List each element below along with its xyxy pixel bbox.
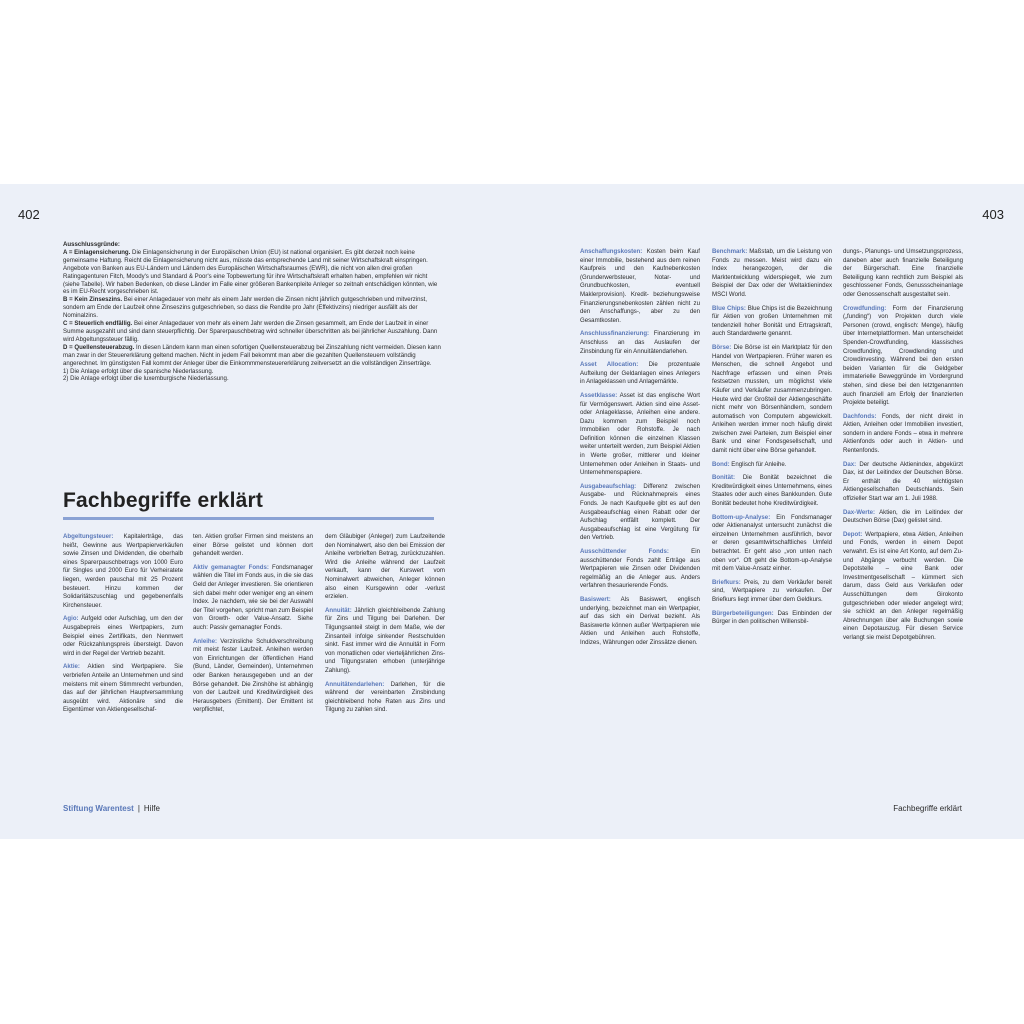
glossary-term: Dax-Werte: — [843, 508, 876, 516]
glossary-term: Basiswert: — [580, 595, 611, 603]
glossary-definition: Die prozentuale Aufteilung der Geldanlagen eines Anlegers in Anlageklassen und Anlagemärkte. — [580, 361, 700, 386]
glossary-column-4 — [580, 248, 700, 653]
page-number-left: 402 — [18, 207, 40, 222]
footer-brand: Stiftung Warentest — [63, 804, 134, 813]
glossary-term: Abgeltungsteuer: — [63, 533, 114, 540]
glossary-entry — [580, 361, 700, 387]
glossary-definition: dem Gläubiger (Anleger) zum Laufzeitende den Nominalwert, also den bei Emission der Anleihe verbrieften Betrag, zurückzuzahlen. Wird die Anleihe während der Laufzeit verkauft, kann der Kurswert vom Nominalwert abweichen, Anleger können also einen Kursgewinn oder -verlust erzielen. — [325, 533, 445, 601]
glossary-entry — [843, 413, 963, 456]
glossary-entry — [712, 248, 832, 300]
glossary-definition: Englisch für Anleihe. — [729, 460, 787, 468]
section-heading: Fachbegriffe erklärt — [63, 489, 264, 512]
glossary-column-3 — [325, 533, 445, 720]
note-line: C = Steuerlich endfällig. Bei einer Anlagedauer von mehr als einem Jahr werden die Zinsen gesammelt, am Ende der Laufzeit in einer Summe ausgezahlt und sind dann steuerpflichtig. Der Sparerpauschbetrag wird schneller überschritten als bei jährlicher Auszahlung. Dann wird Abgeltungssteuer fällig. — [63, 320, 438, 343]
glossary-definition: Verzinsliche Schuldverschreibung mit meist fester Laufzeit. Anleihen werden von Einrichtungen der öffentlichen Hand (Bund, Länder, Gemeinden), Unternehmen oder Banken herausgegeben und an der Börse gehandelt. Die Zinshöhe ist abhängig von der Laufzeit und Kreditwürdigkeit des Herausgebers (Emittent). Der Emittent ist verpflichtet, — [193, 637, 313, 714]
glossary-term: Bottom-up-Analyse: — [712, 513, 771, 521]
glossary-entry — [580, 330, 700, 356]
glossary-definition: Fonds, der nicht direkt in Aktien, Anleihen oder Immobilien investiert, sondern in andere Fonds – etwa in mehrere Aktienfonds oder auch in Aktien- und Rentenfonds. — [843, 412, 963, 455]
glossary-column-2 — [193, 533, 313, 720]
glossary-entry — [580, 548, 700, 591]
glossary-entry — [193, 638, 313, 715]
glossary-definition: Differenz zwischen Ausgabe- und Rücknahmepreis eines Fonds. Je nach Kaufquelle gibt es auf den Ausgabeaufschlag einen Rabatt oder der Aufschlag entfällt komplett. Der Ausgabeaufschlag ist eine Vergütung für den Vertrieb. — [580, 482, 700, 542]
glossary-definition: Kapitalerträge, das heißt, Gewinne aus Wertpapierverkäufen sowie Zinsen und Dividenden, die oberhalb eines Sparerpauschbetrags von 1000 Euro für Singles und 2000 Euro für Verheiratete liegen, werden pauschal mit 25 Prozent besteuert. Hinzu kommen der Solidaritätszuschlag und gegebenenfalls Kirchensteuer. — [63, 533, 183, 609]
glossary-term: Annuität: — [325, 606, 352, 614]
glossary-term: Agio: — [63, 615, 79, 623]
footer-right: Fachbegriffe erklärt — [893, 804, 962, 813]
glossary-entry — [712, 344, 832, 456]
note-line: A = Einlagensicherung. Die Einlagensicherung in der Europäischen Union (EU) ist national organisiert. Es gibt derzeit noch keine gemeinsame Haftung. Reicht die Einlagensicherung nicht aus, müsste das entsprechende Land mit seiner Wirtschaftskraft einspringen. Angebote von Banken aus EU-Ländern und Ländern des Europäischen Wirtschaftsraumes (EWR), die nicht von allen drei großen Ratingagenturen Fitch, Moody's und Standard & Poor's eine Topbewertung für ihre Wirtschaftskraft erhalten haben, empfehlen wir nicht (siehe Tabelle). Wir haben Bedenken, ob diese Länder im Falle einer größeren Bankenpleite Anleger so zeitnah entschädigen könnten, wie es im EU-Recht vorgeschrieben ist. — [63, 248, 438, 296]
glossary-definition: Preis, zu dem Verkäufer bereit sind, Wertpapiere zu verkaufen. Der Briefkurs liegt immer über dem Geldkurs. — [712, 578, 832, 603]
glossary-definition: Jährlich gleichbleibende Zahlung für Zins und Tilgung bei Darlehen. Der Tilgungsanteil steigt in dem Maße, wie der Zinsanteil infolge sinkender Restschulden sinkt. Fast immer wird die Annuität in Form von monatlichen oder vierteljährlichen Zins- und Tilgungsraten erhoben (unterjährige Zahlung). — [325, 606, 445, 674]
glossary-definition: ten. Aktien großer Firmen sind meistens an einer Börse gelistet und können dort gehandelt werden. — [193, 533, 313, 558]
glossary-term: Anschaffungskosten: — [580, 248, 643, 255]
glossary-definition: Als Basiswert, englisch underlying, bezeichnet man ein Wertpapier, auf das sich ein Derivat bezieht. Als Basiswerte können außer Wertpapieren wie Aktien und Anleihen auch Rohstoffe, Indizes, Währungen oder Zinssätze dienen. — [580, 595, 700, 646]
glossary-term: Asset Allocation: — [580, 361, 639, 369]
glossary-entry — [580, 392, 700, 478]
note-line: B = Kein Zinseszins. Bei einer Anlagedauer von mehr als einem Jahr werden die Zinsen nicht jährlich gutgeschrieben und mitverzinst, sondern am Ende der Laufzeit ohne Zinseszins gutgeschrieben, so dass die Rendite pro Jahr (Effektivzins) niedriger ausfällt als der Nominalzins. — [63, 296, 427, 320]
glossary-term: Annuitätendarlehen: — [325, 680, 385, 688]
footer-separator: | — [137, 804, 140, 813]
glossary-term: Blue Chips: — [712, 304, 746, 312]
glossary-term: Ausgabeaufschlag: — [580, 482, 637, 490]
heading-underline — [63, 517, 434, 520]
glossary-term: Aktiv gemanagter Fonds: — [193, 563, 269, 571]
glossary-entry — [712, 610, 832, 627]
exclusion-reasons-note — [63, 241, 443, 383]
glossary-term: Briefkurs: — [712, 578, 741, 586]
glossary-entry — [193, 564, 313, 633]
glossary-entry — [843, 509, 963, 526]
glossary-entry — [580, 248, 700, 325]
glossary-definition: Das Einbinden der Bürger in den politischen Willensbil- — [712, 609, 832, 626]
glossary-term: Bürgerbeteiligungen: — [712, 609, 774, 617]
glossary-definition: Ein Fondsmanager oder Aktienanalyst untersucht zunächst die einzelnen Unternehmen ausführlich, bevor er deren gesamtwirtschaftliches Umfeld betrachtet. Er geht also „von unten nach oben vor“. Oft geht die Bottom-up-Analyse mit dem Value-Ansatz einher. — [712, 513, 832, 573]
glossary-entry — [843, 248, 963, 300]
glossary-term: Crowdfunding: — [843, 304, 887, 312]
glossary-column-1 — [63, 533, 183, 720]
glossary-term: Bond: — [712, 460, 730, 468]
glossary-definition: Der deutsche Aktienindex, abgekürzt Dax, ist der Leitindex der Deutschen Börse. Er enthält die 40 wichtigsten Aktiengesellschaften Deutschlands. Sein offizieller Start war am 1. Juli 1988. — [843, 460, 963, 503]
glossary-entry — [580, 596, 700, 648]
page-number-right: 403 — [982, 207, 1004, 222]
glossary-entry — [712, 579, 832, 605]
glossary-entry — [712, 474, 832, 508]
glossary-definition: Asset ist das englische Wort für Vermögenswert. Aktien sind eine Asset- oder Anlageklasse, Anleihen eine andere. Dazu kommen zum Beispiel noch Immobilien oder Rohstoffe. Je nach Definition können die einzelnen Klassen weiter unterteilt werden, zum Beispiel Aktien in Werte großer, mittlerer und kleiner Unternehmen oder Anleihen in Staats- und Unternehmenspapiere. — [580, 391, 700, 477]
glossary-definition: Kosten beim Kauf einer Immobilie, bestehend aus dem reinen Kaufpreis und den Kaufnebenkosten (Grunderwerbsteuer, Notar- und Grundbuchkosten, eventuell Maklerprovision). Kredit- beziehungsweise Finanzierungsnebenkosten zählen nicht zu den Anschaffungs-, aber zu den Gesamtkosten. — [580, 248, 700, 324]
glossary-term: Anleihe: — [193, 637, 218, 645]
footer-left — [63, 804, 160, 813]
glossary-definition: Die Bonität bezeichnet die Kreditwürdigkeit eines Unternehmens, eines Staates oder auch eines Bankkunden. Gute Bonität bedeutet hohe Kreditwürdigkeit. — [712, 474, 832, 508]
note-line: 1) Die Anlage erfolgt über die spanische Niederlassung. — [63, 367, 214, 375]
glossary-definition: Form der Finanzierung („funding“) von Projekten durch viele Personen (crowd, englisch: Menge), häufig über Internetplattformen. Man unterscheidet Spenden-Crowdfunding, klassisches Crowdfunding, Crowdlending und Crowdinvesting. Während bei den ersten beiden Varianten für die Geldgeber immaterielle Beweggründe im Vordergrund stehen, sind diese bei den letztgenannten auch finanziell am Erfolg der finanzierten Projekte beteiligt. — [843, 304, 963, 407]
glossary-entry — [325, 681, 445, 715]
glossary-term: Assetklasse: — [580, 391, 618, 399]
glossary-definition: Aktien sind Wertpapiere. Sie verbriefen Anteile an Unternehmen und sind meistens mit einem Stimmrecht verbunden, das auf der jährlichen Hauptversammlung ausgeübt wird. Aktionäre sind die Eigentümer von Aktiengesellschaf- — [63, 663, 183, 714]
glossary-term: Börse: — [712, 343, 732, 351]
glossary-entry — [712, 461, 832, 470]
glossary-definition: Aktien, die im Leitindex der Deutschen Börse (Dax) gelistet sind. — [843, 508, 963, 525]
glossary-entry — [843, 531, 963, 643]
glossary-term: Aktie: — [63, 663, 80, 671]
glossary-entry — [63, 615, 183, 658]
note-line: 2) Die Anlage erfolgt über die luxemburgische Niederlassung. — [63, 375, 229, 383]
glossary-definition: dungs-, Planungs- und Umsetzungsprozess, daneben aber auch finanzielle Beteiligung der Bürgerschaft. Eine finanzielle Beteiligung kann rechtlich zum Beispiel als geschlossener Fonds, Genussscheinanlage oder Genossenschaft ausgestaltet sein. — [843, 248, 963, 298]
footer-section: Hilfe — [143, 804, 160, 813]
glossary-column-5 — [712, 248, 832, 632]
glossary-term: Dachfonds: — [843, 412, 877, 420]
glossary-definition: Aufgeld oder Aufschlag, um den der Ausgabepreis eines Wertpapiers, zum Beispiel eines Zertifikats, den Nennwert oder Rückzahlungspreis übersteigt. Davon wird in der Regel der Vertrieb bezahlt. — [63, 615, 183, 657]
glossary-definition: Finanzierung im Anschluss an das Auslaufen der Zinsbindung für ein Annuitätendarlehen. — [580, 330, 700, 355]
glossary-entry — [325, 607, 445, 676]
note-line: D = Quellensteuerabzug. In diesen Ländern kann man einen sofortigen Quellensteuerabzug bei Zinszahlung nicht vermeiden. Diesen kann man zwar in der Steuererklärung geltend machen. Nicht in jedem Fall bekommt man aber die gezahlten Quellensteuern vollständig angerechnet. Im günstigsten Fall kommt der Anleger über die Einkommmensteuererklärung zeitversetzt an die vollständigen Zinserträge. — [63, 343, 441, 367]
glossary-term: Dax: — [843, 460, 857, 468]
glossary-definition: Wertpapiere, etwa Aktien, Anleihen und Fonds, werden in einem Depot verwahrt. Es ist eine Art Konto, auf dem Zu- und Abgänge verbucht werden. Die Depotstelle – eine Bank oder Investmentgesellschaft – kümmert sich darum, dass Geld aus Verkäufen oder Ausschüttungen dem Girokonto gutgeschrieben oder wieder angelegt wird; sie schickt an den Anleger regelmäßig Abrechnungen über alle Buchungen sowie einen Depotauszug. Für diesen Service verlangt sie meist Depotgebühren. — [843, 530, 963, 641]
glossary-entry — [325, 533, 445, 602]
glossary-definition: Fondsmanager wählen die Titel im Fonds aus, in die sie das Geld der Anleger investieren. Sie orientieren sich dabei mehr oder weniger eng an einem Index. Je nachdem, wie sie bei der Auswahl der Titel vorgehen, spricht man zum Beispiel von Growth- oder Value-Ansatz. Siehe auch: Passiv gemanagter Fonds. — [193, 563, 313, 631]
glossary-entry — [843, 305, 963, 408]
glossary-column-6 — [843, 248, 963, 648]
glossary-term: Ausschüttender Fonds: — [580, 548, 669, 555]
glossary-term: Anschlussfinanzierung: — [580, 330, 650, 338]
glossary-definition: Die Börse ist ein Marktplatz für den Handel von Wertpapieren. Früher waren es Menschen, die schnell Angebot und Nachfrage erfassen und einen Preis festsetzen mussten, um möglichst viele Käufer und Verkäufer zusammenzubringen. Heute wird der Großteil der Aktiengeschäfte nicht mehr von Börsenhändlern, sondern automatisch von Computern abgewickelt. Anleihen werden immer noch häufig direkt zwischen zwei Parteien, zum Beispiel einer Bank und einer Fondsgesellschaft, und damit nicht über eine Börse gehandelt. — [712, 343, 832, 455]
glossary-term: Bonität: — [712, 474, 736, 482]
glossary-term: Depot: — [843, 530, 863, 538]
note-line: Ausschlussgründe: — [63, 241, 120, 248]
glossary-entry — [63, 663, 183, 715]
glossary-entry — [712, 305, 832, 339]
glossary-definition: Ein ausschüttender Fonds zahlt Erträge aus Wertpapieren wie Zinsen oder Dividenden regelmäßig an die Anleger aus. Anders verfahren thesaurierende Fonds. — [580, 548, 700, 590]
glossary-entry — [712, 514, 832, 574]
glossary-definition: Blue Chips ist die Bezeichnung für Aktien von großen Unternehmen mit tendenziell hoher Bonität und Ertragskraft, auch Standardwerte genannt. — [712, 304, 833, 338]
glossary-definition: Maßstab, um die Leistung von Fonds zu messen. Meist wird dazu ein Index herangezogen, der die Marktentwicklung widerspiegelt, wie zum Beispiel der Dax oder der Weltaktienindex MSCI World. — [712, 248, 832, 298]
glossary-definition: Darlehen, für die während der vereinbarten Zinsbindung gleichbleibend hohe Raten aus Zins und Tilgung zu zahlen sind. — [325, 680, 445, 714]
glossary-entry — [843, 461, 963, 504]
glossary-entry — [193, 533, 313, 559]
glossary-term: Benchmark: — [712, 248, 748, 255]
glossary-entry — [63, 533, 183, 610]
glossary-entry — [580, 483, 700, 543]
